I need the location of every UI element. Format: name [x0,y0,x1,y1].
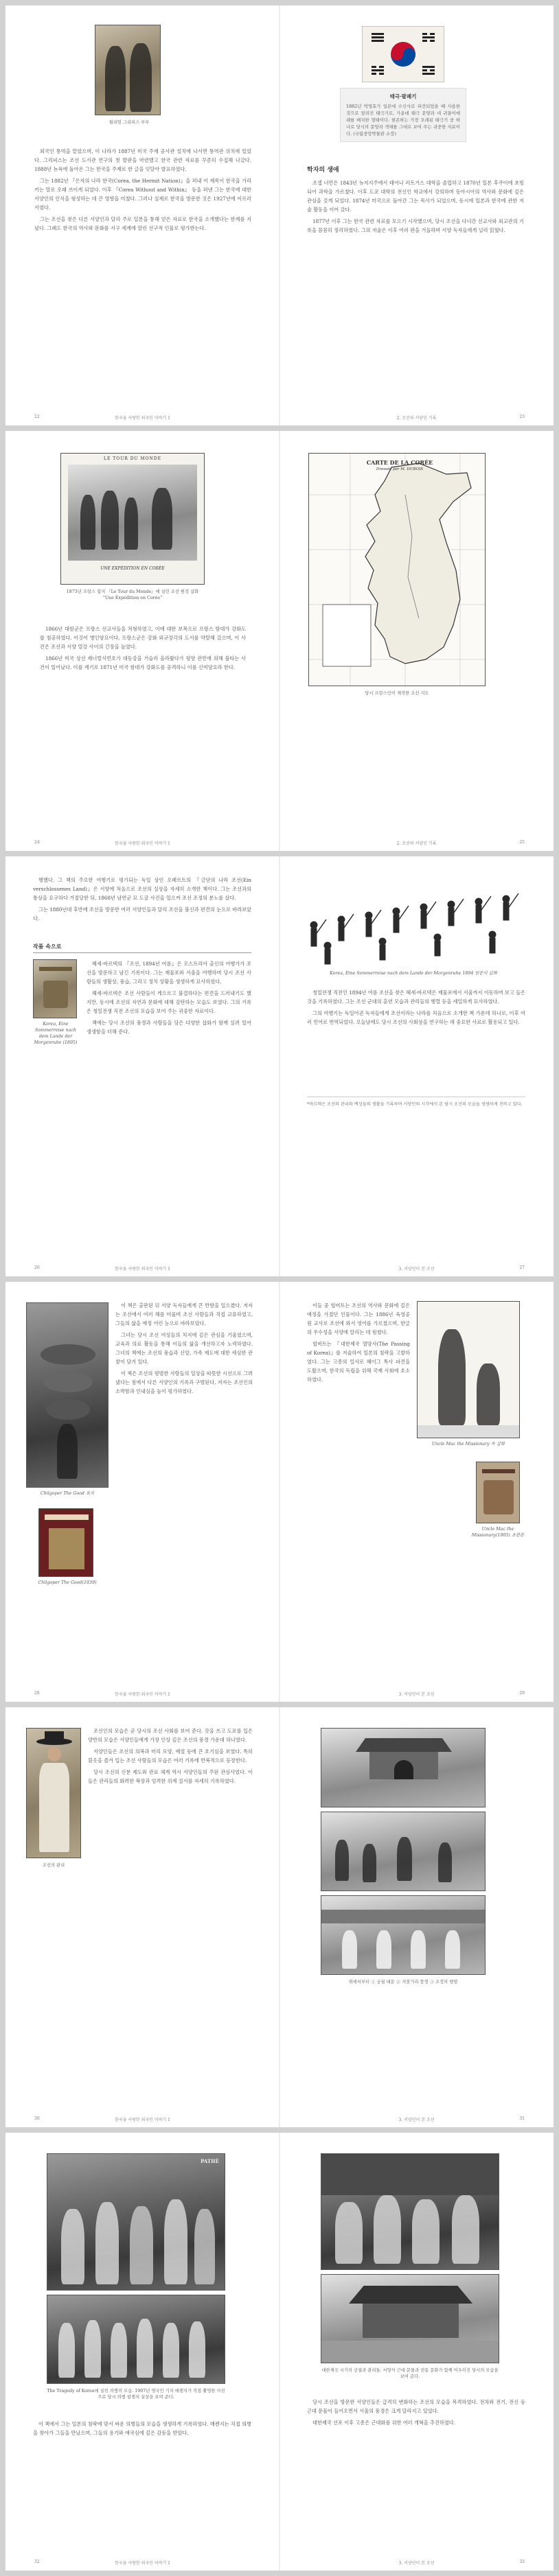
photo-caption: The Tragedy of Korea에 실린 의병의 모습. 1907년 영국인 기자 매켄지가 직접 촬영한 사진으로 당시 의병 항쟁의 실상을 보여 준다. [47,2389,225,2400]
palace-gate-photo [321,1728,486,1807]
box-text [87,959,251,1039]
feature-box [33,943,251,1142]
paragraph: 서양인들은 조선의 의복과 머리 모양, 예절 등에 큰 호기심을 보였다. 특히 흰옷을 즐겨 입는 조선 사람들의 모습은 여러 기록에 반복적으로 등장한다. [88,1748,253,1764]
portrait-photo [95,25,161,115]
paragraph: 이들 중 헐버트는 조선의 역사와 문화에 깊은 애정을 가졌던 인물이다. 그는 1886년 육영공원 교사로 조선에 와서 영어를 가르쳤으며, 한글의 우수성을 서양에 알리는 데 힘썼다. [307,1302,410,1335]
engraving-illustration [60,453,205,585]
paragraph: 그는 조선을 찾은 다른 서양인과 달리 주로 일본을 통해 얻은 자료로 한국을 소개했다는 한계를 지녔다. 그래도 한국의 역사와 문화를 서구 세계에 알린 선구적 인물로 평가받는다. [34,216,251,231]
body-text [307,2398,525,2430]
paragraph: 1866년 미국 상선 제너럴셔먼호가 대동강을 거슬러 올라왔다가 평양 관민에 의해 불타는 사건이 일어났다. 이를 계기로 1871년 미국 함대가 강화도를 공격하니 이를 신미양요라 한다. [40,655,246,670]
paragraph: 대한제국 선포 이후 고종은 근대화를 위한 여러 개혁을 추진하였다. [312,2420,456,2426]
paragraph: 그는 1882년 『은자의 나라 한국(Corea, the Hermit Nation)』을 펴내 이 제목이 한국을 가리키는 말로 오래 쓰이게 되었다. 이후 『Corea Without and Within』 등을 펴낸 그는 한국에 대한 서양인의 인식을 형성하는 데 큰 영향을 미쳤다. 그러나 실제로 한국을 방문한 것은 1927년에 이르러서였다. [34,178,251,211]
body-text [34,147,251,235]
page-number: 25 [519,840,525,845]
paragraph: 청일전쟁 직전인 1894년 여름 조선을 찾은 헤세-바르텍은 제물포에서 서울까지 이동하며 보고 들은 것을 기록하였다. 그는 조선 군대의 훈련 모습과 관리들의 행렬 등을 세밀하게 묘사하였다. [307,990,525,1005]
spread-1 [5,5,554,425]
spread-4 [5,1282,554,1702]
figure-caption: 1873년 프랑스 잡지 『Le Tour du Monde』에 실린 조선 원정 삽화 “Une Expédition en Corée” [66,589,199,600]
page-number: 24 [34,840,40,845]
running-title: 2. 조선의 서양인 기록 [396,416,437,421]
paragraph: 행했다. 그 책의 주요한 여행기로 평가되는 독일 상인 오페르트의 『금단의 나라 조선(Ein verschlossenes Land)』은 서양에 처음으로 조선의 실상을 자세히 소개한 책이다. 그는 조선과의 통상을 요구하다 거절당한 뒤, 1868년 남연군 묘 도굴 사건을 일으켜 조선 조정의 분노를 샀다. [33,877,251,901]
map-subtitle: Dressée par M. DUBOIS [376,467,424,471]
korea-map-illustration [308,453,486,686]
book-caption: Korea, Eine Sommerreise nach dem Lande der Morgenruhe (1895) [34,1022,78,1045]
body-text [33,2420,251,2440]
page-25 [280,431,554,851]
page-number: 31 [519,2116,525,2121]
palace-hall-photo [321,2274,499,2363]
page-number: 23 [519,414,525,419]
book-cover-image [38,1508,93,1577]
sidebox-title: 태극·팔괘기 [389,93,417,99]
officials-group-photo [321,2153,499,2270]
paragraph: 헤세-바르텍의 『조선, 1894년 여름』은 오스트리아 출신의 여행가가 조선을 방문하고 남긴 기록이다. 그는 제물포와 서울을 여행하며 당시 조선 사람들의 생활상, 풍습, 그리고 정치 상황을 생생하게 묘사하였다. [87,961,251,985]
section-heading: 학자의 생애 [307,167,339,174]
taegukgi-flag-image [362,26,444,82]
page-29 [280,1282,554,1702]
book-cover-image [33,959,77,1018]
running-title: 3. 서양인이 본 조선 [398,2561,435,2566]
soldiers-illustration [300,877,527,966]
procession-photo [321,1895,486,1975]
page-number: 32 [34,2560,40,2564]
running-title: 3. 서양인이 본 조선 [398,2118,435,2122]
volunteer-army-photo [47,2295,225,2384]
body-text [307,988,525,1029]
body-text [40,624,246,675]
paragraph: 조셉 너먼은 1843년 뉴저지주에서 태어나 러트거스 대학을 졸업하고 1870년 일본 후쿠이에 초빙되어 과학을 가르쳤다. 이후 도쿄 대학의 전신인 학교에서 강의하며 동아시아의 역사와 문화에 깊은 관심을 갖게 되었다. 1874년 미국으로 돌아간 그는 목사가 되었으며, 동시에 일본과 한국에 관한 저술 활동을 이어 갔다. [307,180,524,213]
paragraph: 이 책은 조선의 평범한 사람들의 일상을 따뜻한 시선으로 그려 냈다는 점에서 다른 서양인의 기록과 구별된다. 저자는 조선인의 소박함과 인내심을 높이 평가하였다. [115,1370,253,1394]
illustration-caption: Uncle Mac the Missionary 속 삽화 [431,1442,505,1447]
book-caption: Chilgoper The Good(1939) [38,1580,97,1585]
page-number: 22 [34,414,40,419]
missionary-illustration [417,1301,520,1438]
running-title: 한국을 사랑한 외국인 이야기 1 [115,2118,170,2122]
running-title: 한국을 사랑한 외국인 이야기 1 [115,1692,170,1697]
paragraph: 당시 조선을 방문한 서양인들은 급격히 변화하는 조선의 모습을 목격하였다. 전차와 전기, 전신 등 근대 문물이 들어오면서 서울의 풍경은 크게 달라지고 있었다. [307,2399,525,2414]
flag-sidebox [340,88,466,142]
map-title: CARTE DE LA CORÉE [366,459,433,466]
film-still-photo [47,2153,225,2291]
engraving-caption: UNE EXPÉDITION EN CORÉE [100,566,165,571]
photo-caption: Chilgoper The Good 표지 [40,1491,95,1496]
page-number: 33 [519,2560,525,2564]
page-number: 27 [519,1265,525,1270]
paragraph: 그녀는 당시 조선 여성들의 처지에 깊은 관심을 기울였으며, 교육과 의료 활동을 통해 이들의 삶을 개선하고자 노력하였다. 그녀의 책에는 조선의 풍습과 신앙, 가족 제도에 대한 세심한 관찰이 담겨 있다. [115,1332,253,1365]
page-24 [5,431,280,851]
running-title: 3. 서양인이 본 조선 [398,1267,435,1272]
spread-5 [5,1707,554,2127]
paragraph: 헤세-바르텍은 조선 사람들이 게으르고 불결하다는 편견을 드러내기도 했지만, 동시에 조선의 자연과 문화에 대해 감탄하는 모습도 보였다. 그의 기록은 청일전쟁 직전 조선의 모습을 보여 주는 귀중한 자료이다. [87,990,251,1014]
paragraph: 그는 1880년대 후반에 조선을 방문한 여러 서양인들과 달리 조선을 불신과 편견의 눈으로 바라보았다. [33,906,251,922]
footnote: *바르텍은 조선의 관리와 백성들의 생활을 기록하며 서양인의 시각에서 본 당시 조선의 모습을 생생하게 전하고 있다. [307,1097,525,1108]
page-26 [5,856,280,1276]
paragraph: 헐버트는 『대한제국 멸망사(The Passing of Korea)』를 저술하여 일본의 침략을 고발하였다. 그는 고종의 밀사로 헤이그 특사 파견을 도왔으며, 한국의 독립을 위해 국제 사회에 호소하였다. [307,1341,410,1383]
paragraph: 조선인의 모습은 곧 당시의 조선 사회를 보여 준다. 갓을 쓰고 도포를 입은 양반의 모습은 서양인들에게 가장 인상 깊은 조선의 풍경 가운데 하나였다. [88,1728,253,1743]
body-text [307,1301,410,1387]
body-text [307,166,524,237]
page-31 [280,1707,554,2127]
page-number: 29 [519,1691,525,1696]
film-tag: PATHÉ [201,2158,219,2164]
page-number: 30 [34,2116,40,2121]
running-title: 한국을 사랑한 외국인 이야기 1 [115,2561,170,2566]
photo-caption: 조선의 관리 [42,1863,65,1868]
sidebox-text: 1882년 박영효가 일본에 수신사로 파견되었을 때 사용한 것으로 알려진 태극기로, 가운데 태극 문양과 네 귀퉁이에 괘를 배치한 형태이다. 현존하는 가장 오래된 태극기 중 하나로 당시의 문양과 색채를 그대로 보여 주는 귀중한 자료이다. (국립중앙박물관 소장) [346,104,460,137]
box-title: 작품 속으로 [33,943,251,953]
running-title: 한국을 사랑한 외국인 이야기 1 [115,1267,170,1272]
paragraph: 그의 여행기는 독일어권 독자들에게 조선이라는 나라를 처음으로 소개한 책 가운데 하나로, 이후 여러 언어로 번역되었다. 오늘날에도 당시 조선의 사회상을 연구하는 데 중요한 사료로 활용되고 있다. [307,1010,525,1025]
page-number: 28 [34,1691,40,1696]
intro-text [33,876,251,926]
illustration-caption: Korea, Eine Sommerreise nach dem Lande der Morgenruhe 1894 원문의 삽화 [330,971,497,976]
body-text [115,1301,253,1398]
page-number: 26 [34,1265,40,1270]
paragraph: 1866년 대원군은 프랑스 선교사들을 처형하였고, 이에 대한 보복으로 프랑스 함대가 강화도를 침공하였다. 이것이 병인양요이다. 프랑스군은 강화 외규장각의 도서를 약탈해 갔으며, 이 사건은 조선과 서양 열강 사이의 긴장을 높였다. [40,626,246,650]
paragraph: 이 책에서 그는 일본의 침략에 맞서 싸운 의병들의 모습을 생생하게 기록하였다. 매켄지는 직접 의병을 찾아가 그들을 만났으며, 그들의 용기와 애국심에 깊은 감동을 받았다. [33,2421,251,2436]
spread-6 [5,2133,554,2571]
page-23 [280,5,554,425]
book-caption: Uncle Mac the Missionary(1905) 초판본 [471,1527,525,1538]
page-33 [280,2133,554,2571]
engraving-header: LE TOUR DU MONDE [104,456,161,461]
photo-caption: 대한제국 시기의 궁궐과 관리들. 서양식 근대 문물과 전통 문화가 함께 어우러진 당시의 모습을 보여 준다. [321,2368,499,2379]
spread-3 [5,856,554,1276]
vertical-photo [26,1302,109,1488]
page-30 [5,1707,280,2127]
map-caption: 당시 프랑스인이 제작한 조선 지도 [365,691,429,696]
page-22 [5,5,280,425]
page-32 [5,2133,280,2571]
body-text [88,1726,253,1788]
official-portrait-photo [26,1728,81,1858]
book-cover-image [476,1462,520,1523]
market-street-photo [321,1812,486,1891]
paragraph: 이 책은 출판된 뒤 서양 독자들에게 큰 반향을 일으켰다. 저자는 조선에서 여러 해를 머물며 조선 사람들과 직접 교류하였고, 그들의 삶을 애정 어린 눈으로 바라보았다. [115,1302,253,1326]
paragraph: 1877년 이후 그는 한국 관련 자료를 모으기 시작했으며, 당시 조선을 다녀간 선교사와 외교관의 기록을 꼼꼼히 정리하였다. 그의 저술은 이후 여러 판을 거듭하며 서양 독자들에게 널리 읽혔다. [307,218,524,233]
running-title: 한국을 사랑한 외국인 이야기 1 [115,841,170,846]
photo-caption: 윌리엄 그리피스 부부 [109,120,150,125]
page-28 [5,1282,280,1702]
paragraph: 외국인 통역을 맡았으며, 이 나라가 1887년 미국 주재 공사관 설치에 나서면 통역관 위치에 있었다. 그리피스는 조선 도서관 연구의 첫 발판을 마련했고 한국 관련 자료를 꾸준히 수집해 나갔다. 1888년 뉴욕에 돌아온 그는 한국을 주제로 한 글을 잇달아 발표하였다. [34,148,251,172]
running-title: 한국을 사랑한 외국인 이야기 1 [115,416,170,421]
spread-2 [5,431,554,851]
photos-caption: 위에서부터 ① 궁궐 대문 ② 저잣거리 풍경 ③ 조정의 행렬 [348,1980,458,1984]
running-title: 2. 조선의 서양인 기록 [396,841,437,846]
paragraph: 책에는 당시 조선의 풍경과 사람들을 담은 다양한 삽화가 함께 실려 있어 생생함을 더해 준다. [87,1020,251,1035]
running-title: 3. 서양인이 본 조선 [398,1692,435,1697]
page-27 [280,856,554,1276]
paragraph: 당시 조선의 신분 제도와 관료 체계 역시 서양인들의 주된 관심사였다. 이들은 관리들의 화려한 복장과 엄격한 위계 질서를 자세히 기록하였다. [88,1769,253,1784]
